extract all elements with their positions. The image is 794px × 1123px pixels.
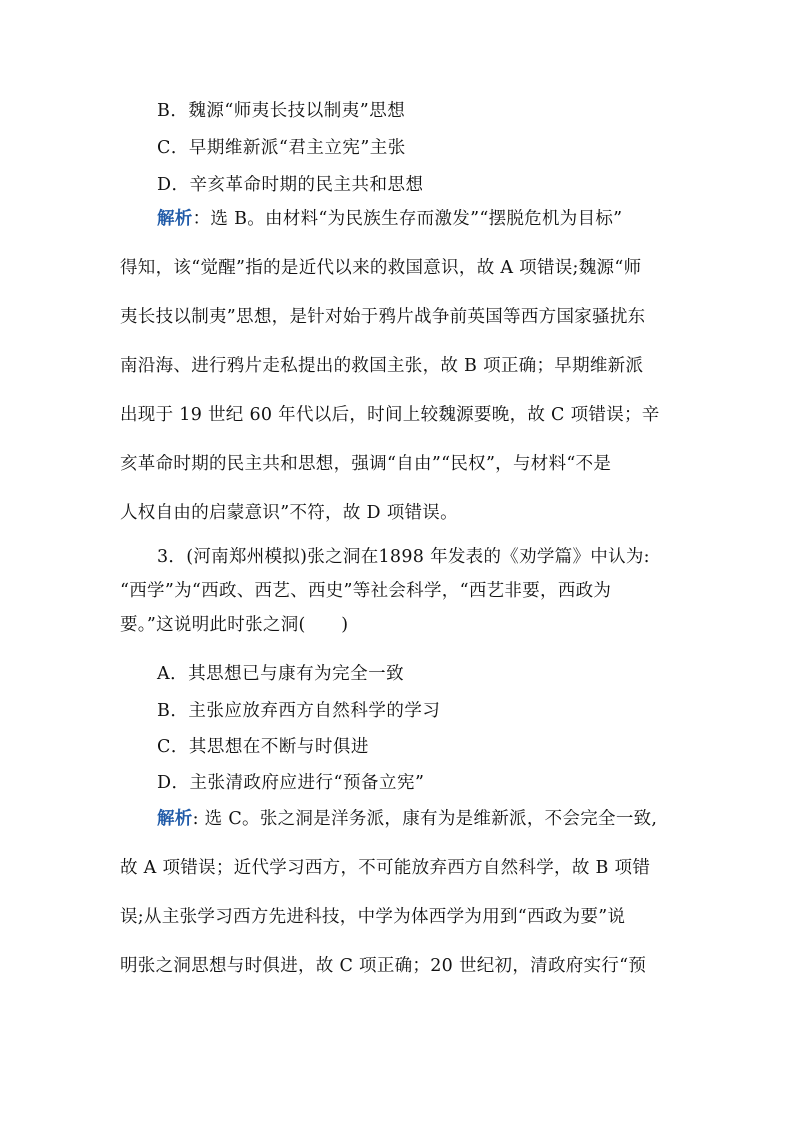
option-c: C．早期维新派“君主立宪”主张	[157, 138, 406, 158]
analysis-paragraph-1	[120, 195, 680, 538]
analysis-line: 解析：选 B。由材料“为民族生存而激发”“摆脱危机为目标”	[157, 209, 623, 229]
analysis-line: 得知，该“觉醒”指的是近代以来的救国意识，故 A 项错误;魏源“师	[120, 258, 642, 278]
analysis-line: 人权自由的启蒙意识”不符，故 D 项错误。	[120, 503, 458, 523]
q3-option-c: C．其思想在不断与时俱进	[157, 737, 369, 757]
q3-option-b: B．主张应放弃西方自然科学的学习	[157, 701, 441, 721]
analysis-label: 解析	[157, 209, 193, 229]
analysis-line: 故 A 项错误；近代学习西方，不可能放弃西方自然科学，故 B 项错	[120, 858, 651, 878]
q3-option-a: A．其思想已与康有为完全一致	[157, 664, 405, 684]
analysis-line: 误;从主张学习西方先进科技，中学为体西学为用到“西政为要”说	[120, 907, 626, 927]
stem-line: “西学”为“西政、西艺、西史”等社会科学，“西艺非要，西政为	[120, 581, 612, 601]
stem-line: 要。”这说明此时张之洞( )	[120, 615, 349, 635]
analysis-line: 亥革命时期的民主共和思想，强调“自由”“民权”，与材料“不是	[120, 454, 612, 474]
analysis-line: 出现于 19 世纪 60 年代以后，时间上较魏源要晚，故 C 项错误；辛	[120, 405, 660, 425]
option-b: B．魏源“师夷长技以制夷”思想	[157, 101, 406, 121]
analysis-label: 解析	[157, 809, 193, 829]
stem-line: 3．(河南郑州模拟)张之洞在1898 年发表的《劝学篇》中认为:	[157, 547, 650, 567]
question-3-stem	[120, 540, 690, 642]
analysis-line: 南沿海、进行鸦片走私提出的救国主张，故 B 项正确；早期维新派	[120, 356, 644, 376]
analysis-line: 夷长技以制夷”思想，是针对始于鸦片战争前英国等西方国家骚扰东	[120, 307, 646, 327]
analysis-paragraph-2	[120, 795, 680, 991]
analysis-line: 明张之洞思想与时俱进，故 C 项正确；20 世纪初，清政府实行“预	[120, 956, 647, 976]
analysis-line: 解析: 选 C。张之洞是洋务派，康有为是维新派，不会完全一致,	[157, 809, 658, 829]
option-d: D．辛亥革命时期的民主共和思想	[157, 175, 424, 195]
q3-option-d: D．主张清政府应进行“预备立宪”	[157, 773, 425, 793]
